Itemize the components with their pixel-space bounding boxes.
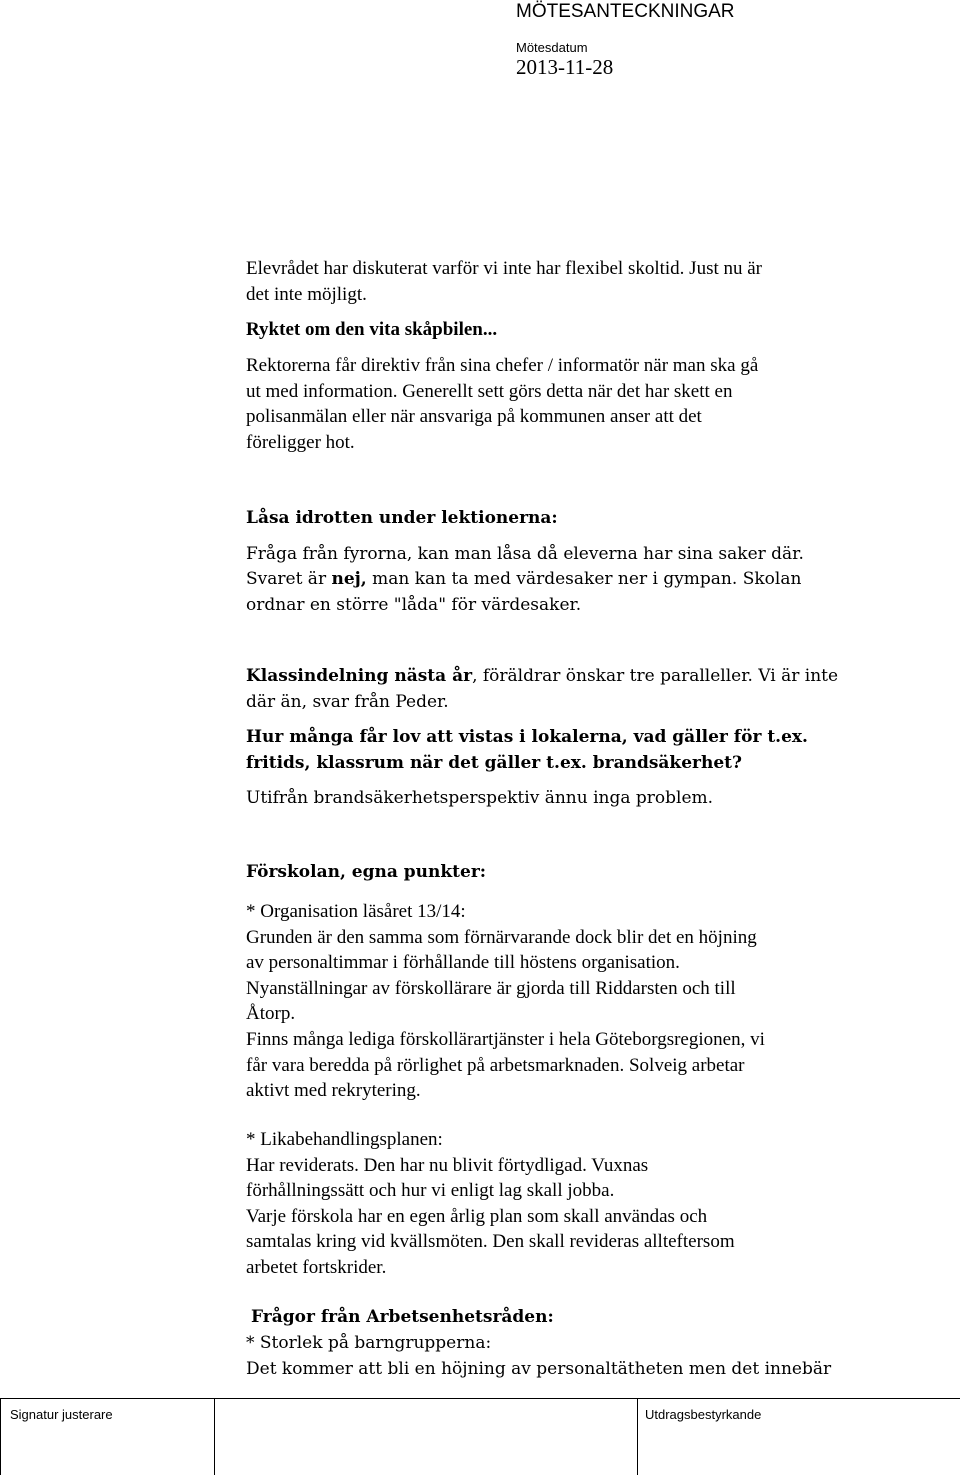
section-barngrupper [246, 1331, 876, 1382]
section-information [246, 353, 876, 455]
text-line: * Organisation läsåret 13/14: [246, 901, 466, 922]
text-line: Klassindelning nästa år, föräldrar önskar tre paralleller. Vi är inte [246, 666, 839, 686]
text-line: Det kommer att bli en höjning av personaltätheten men det innebär [246, 1358, 832, 1379]
text-line: Elevrådet har diskuterat varför vi inte har flexibel skoltid. Just nu är [246, 258, 763, 279]
text-line: polisanmälan eller när ansvariga på kommunen anser att det [246, 406, 702, 428]
section-heading: Frågor från Arbetsenhetsråden: [251, 1307, 554, 1327]
meeting-date: 2013-11-28 [516, 55, 614, 79]
text-line: Varje förskola har en egen årlig plan som skall användas och [246, 1205, 708, 1227]
text-line: Svaret är nej, man kan ta med värdesaker ner i gympan. Skolan [246, 569, 802, 590]
text-line: förhållningssätt och hur vi enligt lag skall jobba. [246, 1180, 615, 1202]
text-line: Åtorp. [246, 1003, 296, 1025]
text-line: det inte möjligt. [246, 283, 367, 305]
section-arbetsenhetsraden [251, 1305, 881, 1331]
text-line: Finns många lediga förskollärartjänster i hela Göteborgsregionen, vi [246, 1028, 765, 1050]
text-line: ordnar en större "låda" för värdesaker. [246, 594, 582, 615]
section-skapbil [246, 317, 876, 343]
text-line: aktivt med rekrytering. [246, 1080, 421, 1102]
text-line: Rektorerna får direktiv från sina chefer / informatör när man ska gå [246, 355, 759, 376]
section-klassindelning [246, 664, 876, 812]
section-heading: Ryktet om den vita skåpbilen... [246, 319, 498, 340]
section-likabehandling [246, 1127, 876, 1281]
text-line: föreligger hot. [246, 431, 355, 453]
meeting-date-label: Mötesdatum [516, 40, 588, 55]
section-organisation [246, 899, 876, 1104]
signature-footer [0, 1398, 960, 1475]
text-line: där än, svar från Peder. [246, 691, 449, 712]
text-line: Fråga från fyrorna, kan man låsa då eleverna har sina saker där. [246, 543, 804, 564]
text-line: Nyanställningar av förskollärare är gjorda till Riddarsten och till [246, 977, 736, 999]
signature-field [0, 1399, 214, 1475]
text-line: Har reviderats. Den har nu blivit förtydligad. Vuxnas [246, 1154, 649, 1176]
section-forskolan [246, 860, 876, 886]
header-title: MÖTESANTECKNINGAR [516, 1, 735, 22]
text-line: * Storlek på barngrupperna: [246, 1333, 492, 1353]
section-idrotten [246, 506, 876, 618]
certification-label: Utdragsbestyrkande [645, 1407, 762, 1422]
question-line: Hur många får lov att vistas i lokalerna, vad gäller för t.ex. [246, 727, 808, 748]
text-line: arbetet fortskrider. [246, 1256, 387, 1278]
text-line: samtalas kring vid kvällsmöten. Den skall revideras allteftersom [246, 1231, 735, 1253]
section-elevradet [246, 256, 876, 307]
question-line: fritids, klassrum när det gäller t.ex. brandsäkerhet? [246, 752, 742, 773]
section-heading: Förskolan, egna punkter: [246, 862, 487, 882]
text-line: * Likabehandlingsplanen: [246, 1129, 443, 1150]
text-line: får vara beredda på rörlighet på arbetsmarknaden. Solveig arbetar [246, 1054, 745, 1076]
text-line: Grunden är den samma som förnärvarande dock blir det en höjning [246, 926, 757, 948]
text-line: ut med information. Generellt sett görs detta när det har skett en [246, 380, 733, 402]
signature-label: Signatur justerare [10, 1407, 113, 1422]
text-line: av personaltimmar i förhållande till höstens organisation. [246, 952, 680, 974]
certification-field [637, 1399, 960, 1475]
footer-divider [214, 1399, 215, 1475]
section-heading: Låsa idrotten under lektionerna: [246, 508, 558, 528]
text-line: Utifrån brandsäkerhetsperspektiv ännu inga problem. [246, 788, 714, 809]
